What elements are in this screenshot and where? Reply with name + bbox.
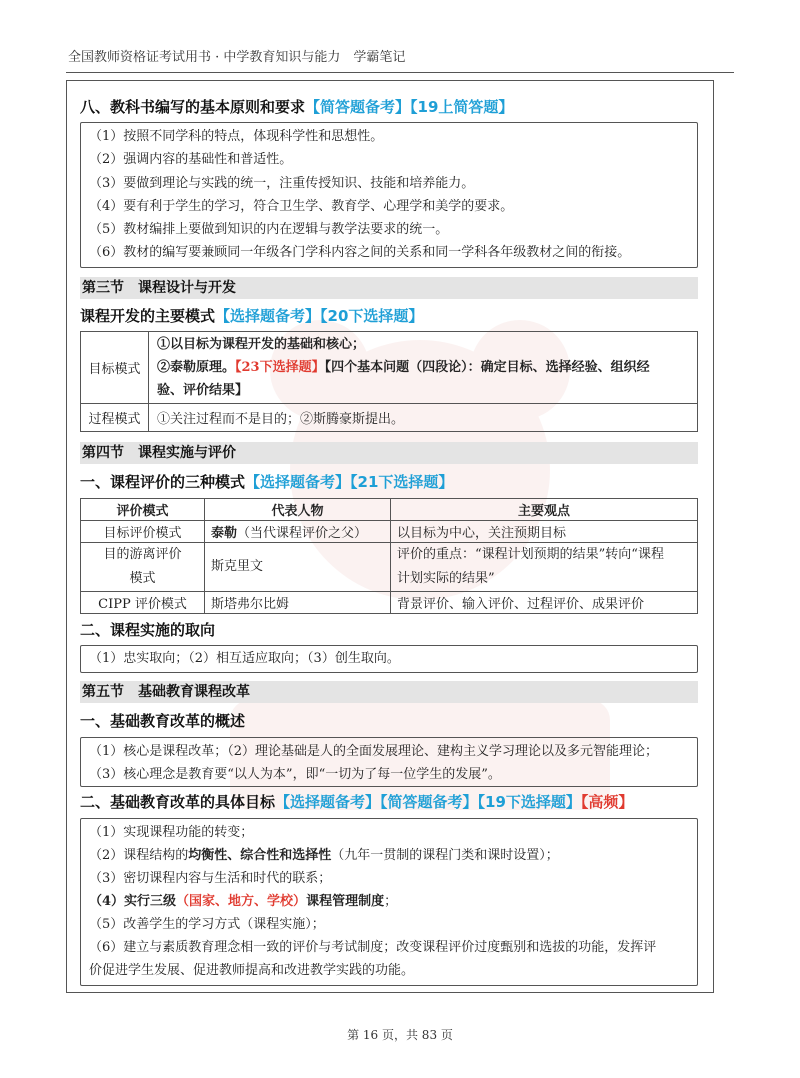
eval-r2-mode xyxy=(81,543,205,592)
dev-tag-2: 【20下选择题】 xyxy=(320,307,424,325)
eval-r2-mode-l1: 目的游离评价 xyxy=(103,547,182,562)
eval-tag-2: 【21下选择题】 xyxy=(350,473,454,491)
eval-r1-note: （当代课程评价之父） xyxy=(237,526,368,541)
goals-tag-3: 【19下选择题】 xyxy=(477,793,581,811)
table-row xyxy=(81,543,698,592)
eval-col-mode: 评价模式 xyxy=(81,499,205,521)
goals-item: （5）改善学生的学习方式（课程实施）； xyxy=(89,917,325,932)
dev-row1-line1: ①以目标为课程开发的基础和核心； xyxy=(157,337,366,352)
page-number: 第 16 页，共 83 页 xyxy=(347,1028,453,1042)
goals-i2-b: 均衡性、综合性和选择性 xyxy=(188,848,332,863)
eval-r2-mode-l2: 模式 xyxy=(129,571,156,586)
dev-row1-line2 xyxy=(157,356,689,379)
dev-row2-label: 过程模式 xyxy=(81,404,149,432)
goals-i4-a: （4）实行三级 xyxy=(89,894,177,909)
goals-item: （3）密切课程内容与生活和时代的联系； xyxy=(89,871,332,886)
s8-item: （1）按照不同学科的特点，体现科学性和思想性。 xyxy=(89,129,384,144)
overview-box xyxy=(80,737,698,787)
s8-item: （3）要做到理论与实践的统一，注重传授知识、技能和培养能力。 xyxy=(89,175,475,191)
eval-r3-mode: CIPP 评价模式 xyxy=(81,592,205,614)
eval-r1-person xyxy=(205,521,391,543)
table-row xyxy=(81,521,698,543)
goals-i2-c: （九年一贯制的课程门类和课时设置）； xyxy=(331,848,559,863)
impl-text: （1）忠实取向；（2）相互适应取向；（3）创生取向。 xyxy=(89,651,400,666)
dev-table xyxy=(80,331,698,432)
dev-row1-label: 目标模式 xyxy=(81,332,149,404)
goals-tag-1: 【选择题备考】 xyxy=(275,793,381,811)
eval-title: 一、课程评价的三种模式 xyxy=(80,473,246,491)
dev-row1-line3: 验、评价结果】 xyxy=(157,383,249,398)
eval-r2-person: 斯克里文 xyxy=(205,543,391,592)
goals-item xyxy=(89,844,689,867)
eval-col-view: 主要观点 xyxy=(391,499,698,521)
table-row xyxy=(81,592,698,614)
impl-title: 二、课程实施的取向 xyxy=(80,621,216,639)
eval-r1-name: 泰勒 xyxy=(211,526,238,541)
s8-box xyxy=(80,122,698,268)
eval-r2-view-l1: 评价的重点：“课程计划预期的结果”转向“课程 xyxy=(397,547,664,562)
section-3-title: 第三节 课程设计与开发 xyxy=(80,277,698,299)
overview-item: （3）核心理念是教育要“以人为本”，即“一切为了每一位学生的发展”。 xyxy=(89,767,501,783)
dev-four-questions: 【四个基本问题（四段论）：确定目标、选择经验、组织经 xyxy=(324,360,650,375)
dev-taylor: ②泰勒原理。 xyxy=(157,360,236,375)
goals-heading xyxy=(80,791,698,813)
goals-tag-2: 【简答题备考】 xyxy=(380,793,478,811)
s8-item: （6）教材的编写要兼顾同一年级各门学科内容之间的关系和同一学科各年级教材之间的衔接。 xyxy=(89,245,631,261)
goals-box xyxy=(80,818,698,986)
goals-item: （1）实现课程功能的转变； xyxy=(89,825,254,840)
goals-title: 二、基础教育改革的具体目标 xyxy=(80,793,276,811)
dev-row1-content xyxy=(149,332,698,404)
goals-item xyxy=(89,890,689,913)
goals-i4-c: 课程管理制度 xyxy=(306,894,385,909)
eval-col-person: 代表人物 xyxy=(205,499,391,521)
eval-r2-view xyxy=(391,543,698,592)
eval-r2-view-l2: 计划实际的结果” xyxy=(397,571,495,586)
goals-i2-a: （2）课程结构的 xyxy=(89,848,189,863)
s8-tag-2: 【19上简答题】 xyxy=(410,98,514,116)
goals-i4-b: （国家、地方、学校） xyxy=(176,894,307,909)
s8-item: （5）教材编排上要做到知识的内在逻辑与教学法要求的统一。 xyxy=(89,222,449,238)
overview-title: 一、基础教育改革的概述 xyxy=(80,712,246,730)
s8-title: 八、教科书编写的基本原则和要求 xyxy=(80,98,306,116)
running-header: 全国教师资格证考试用书 · 中学教育知识与能力 学霸笔记 xyxy=(68,50,406,65)
dev-heading xyxy=(80,305,698,327)
dev-title: 课程开发的主要模式 xyxy=(80,307,216,325)
section-4-title: 第四节 课程实施与评价 xyxy=(80,442,698,464)
eval-r3-person: 斯塔弗尔比姆 xyxy=(205,592,391,614)
goals-item: 价促进学生发展、促进教师提高和改进教学实践的功能。 xyxy=(89,963,415,978)
eval-table xyxy=(80,498,698,614)
goals-tag-frequent: 【高频】 xyxy=(580,793,634,811)
header-divider xyxy=(66,72,734,73)
eval-r3-view: 背景评价、输入评价、过程评价、成果评价 xyxy=(391,592,698,614)
s8-heading xyxy=(80,96,698,118)
eval-tag-1: 【选择题备考】 xyxy=(245,473,351,491)
eval-r1-mode: 目标评价模式 xyxy=(81,521,205,543)
eval-r1-view: 以目标为中心，关注预期目标 xyxy=(391,521,698,543)
s8-tag-1: 【简答题备考】 xyxy=(305,98,411,116)
dev-row2-content: ①关注过程而不是目的；②斯腾豪斯提出。 xyxy=(149,404,698,432)
overview-item: （1）核心是课程改革；（2）理论基础是人的全面发展理论、建构主义学习理论以及多元智能理论； xyxy=(89,744,659,759)
section-5-title: 第五节 基础教育课程改革 xyxy=(80,681,698,703)
dev-row1-tag: 【23下选择题】 xyxy=(235,360,325,375)
eval-heading xyxy=(80,471,698,493)
s8-item: （2）强调内容的基础性和普适性。 xyxy=(89,152,293,168)
s8-item: （4）要有利于学生的学习，符合卫生学、教育学、心理学和美学的要求。 xyxy=(89,198,514,214)
goals-item: （6）建立与素质教育理念相一致的评价与考试制度；改变课程评价过度甄别和选拔的功能，发挥评 xyxy=(89,940,657,955)
dev-tag-1: 【选择题备考】 xyxy=(215,307,321,325)
impl-box xyxy=(80,645,698,673)
goals-i4-d: ； xyxy=(384,894,398,909)
